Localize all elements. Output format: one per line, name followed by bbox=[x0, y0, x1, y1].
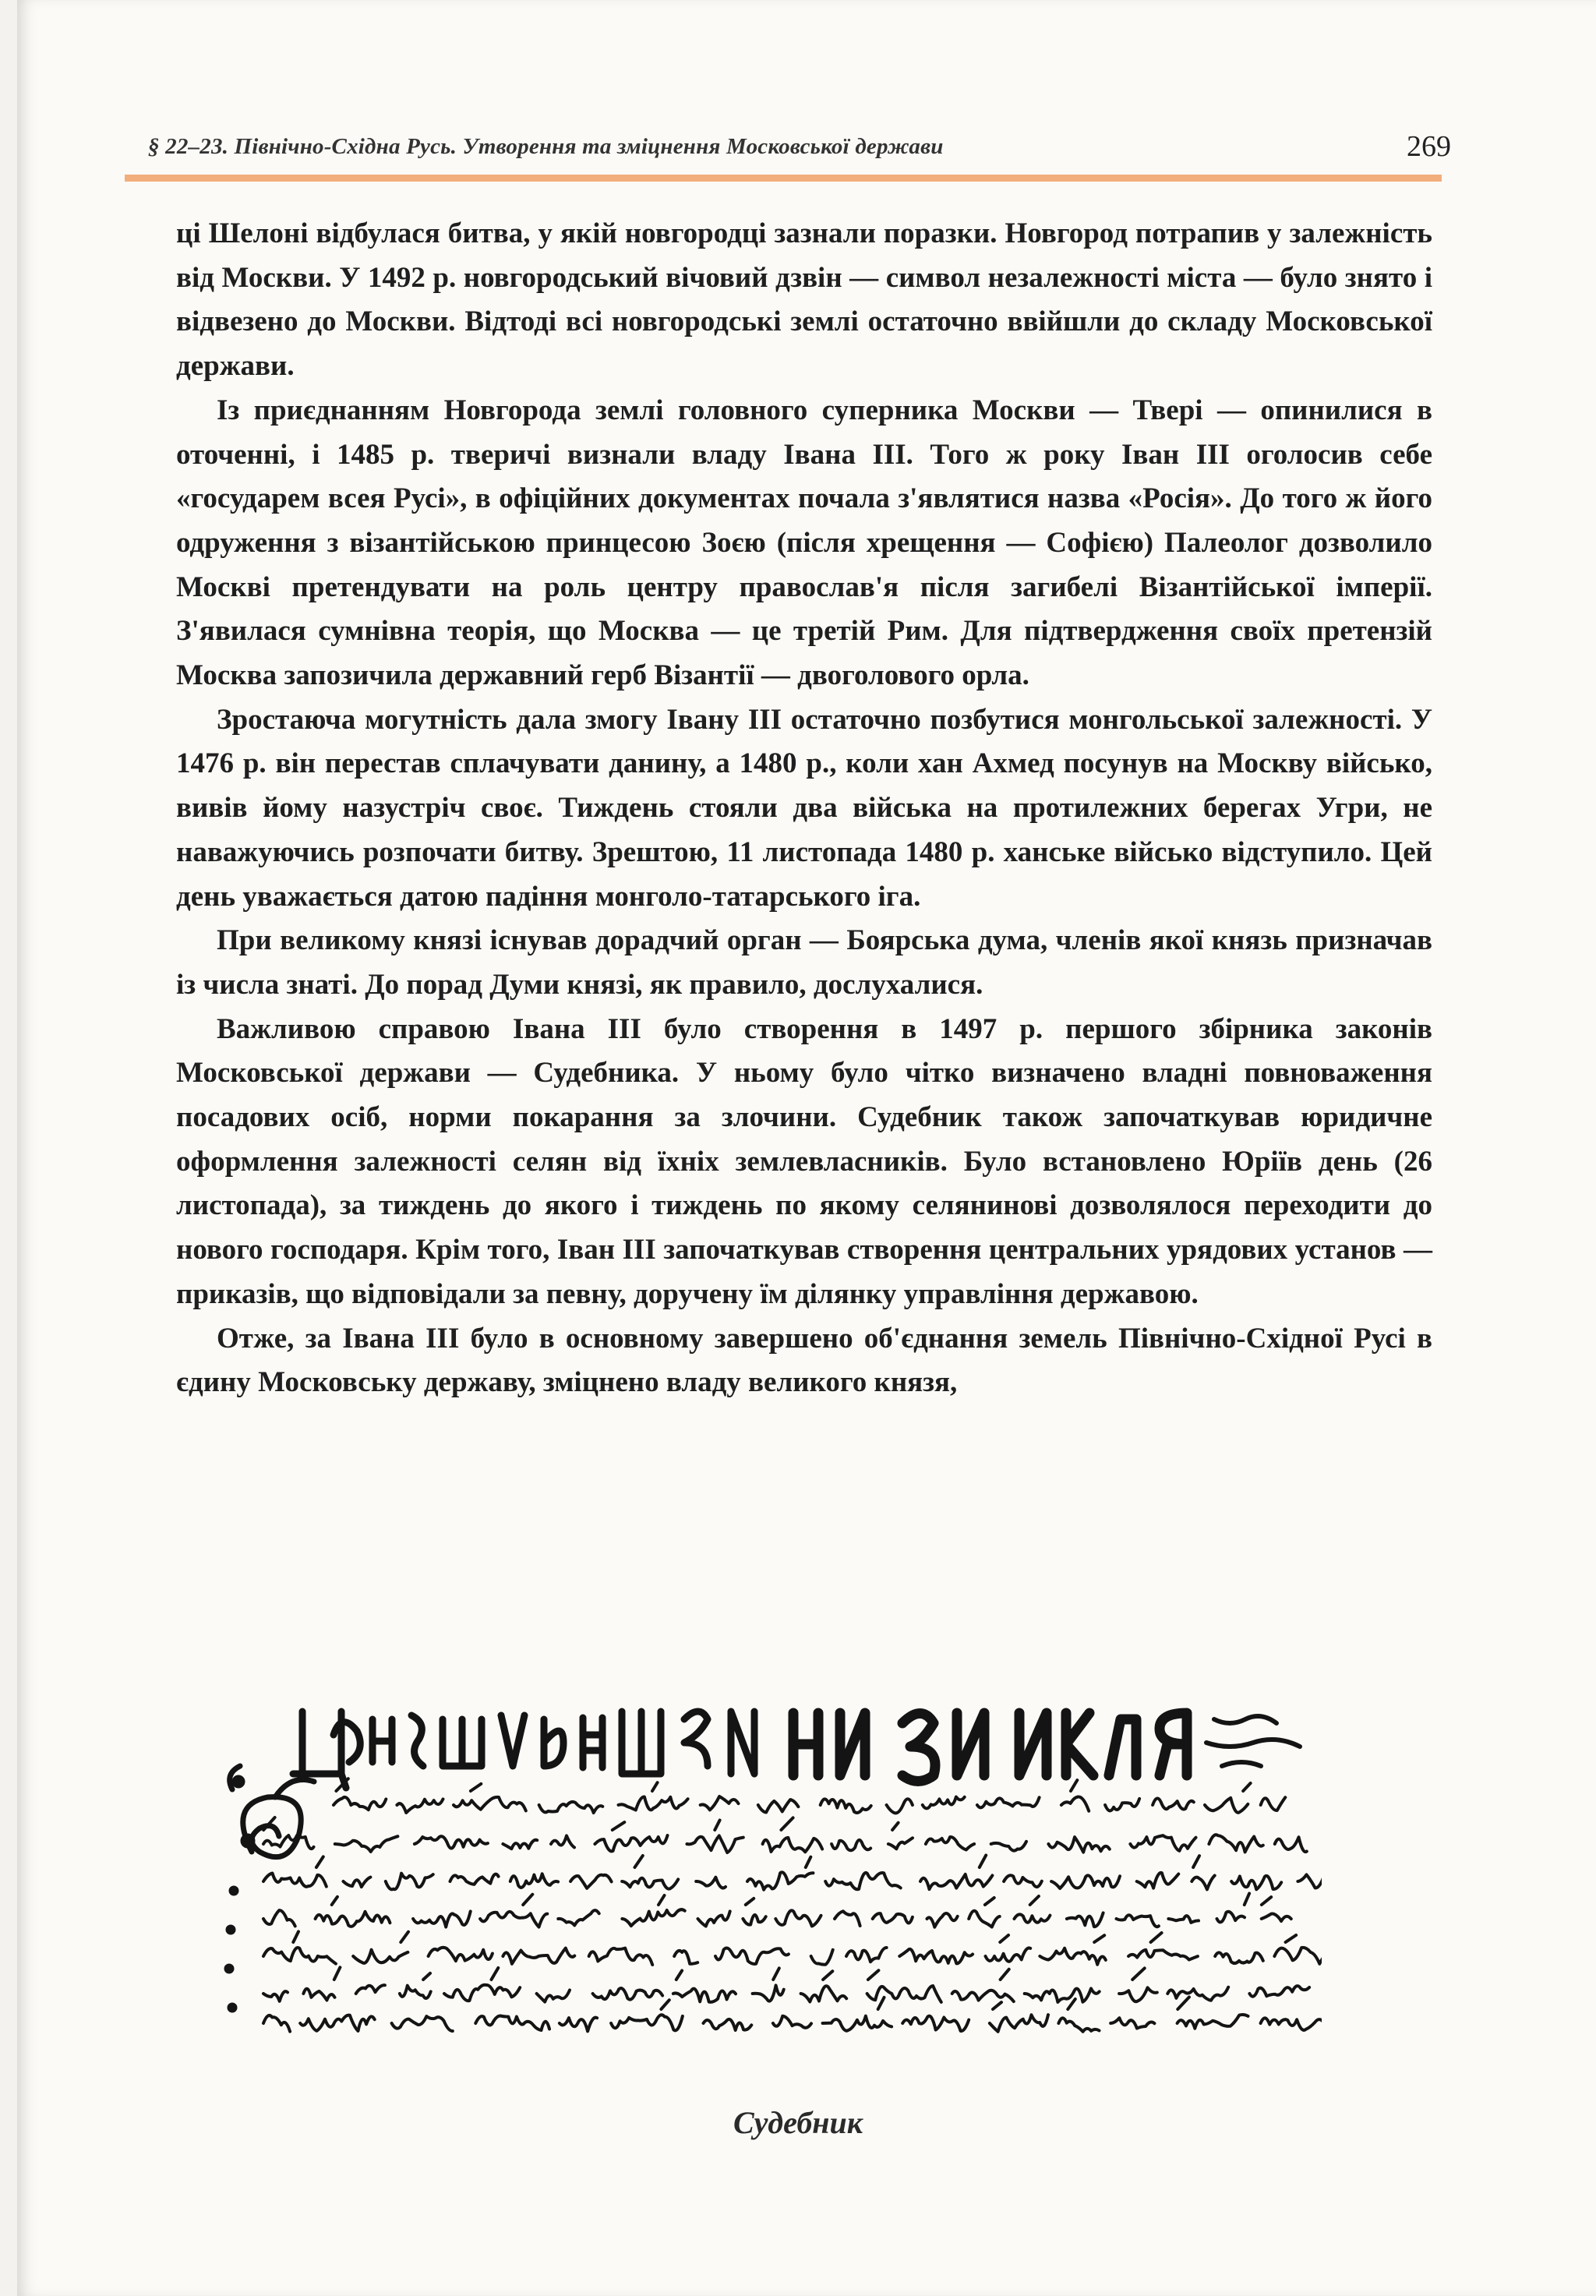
manuscript-script-lines bbox=[263, 1779, 1322, 2032]
manuscript-word bbox=[1262, 1914, 1291, 1921]
header-rule bbox=[125, 175, 1442, 182]
manuscript-word bbox=[537, 1990, 570, 2002]
manuscript-word bbox=[560, 2018, 597, 2032]
manuscript-word bbox=[400, 1986, 431, 1998]
manuscript-superscript-mark bbox=[332, 1897, 337, 1905]
manuscript-word bbox=[977, 1797, 1040, 1807]
manuscript-word bbox=[1015, 1914, 1050, 1922]
manuscript-superscript-mark bbox=[423, 1973, 430, 1980]
manuscript-word bbox=[1067, 1913, 1103, 1927]
manuscript-superscript-mark bbox=[1001, 1969, 1009, 1980]
paragraph-4: При великому князі існував дорадчий орган — Боярська дума, членів якої князь призначав із числа знаті. До порад Думи князі, як правило, дослухалися. bbox=[176, 924, 1432, 1001]
manuscript-word bbox=[698, 1911, 730, 1926]
manuscript-word bbox=[1153, 1799, 1194, 1810]
manuscript-superscript-mark bbox=[471, 1784, 481, 1791]
running-head: § 22–23. Північно-Східна Русь. Утворення та зміцнення Московської держави bbox=[148, 134, 944, 159]
manuscript-word bbox=[811, 1950, 833, 1965]
manuscript-word bbox=[263, 1948, 336, 1964]
manuscript-word bbox=[263, 1991, 288, 2001]
manuscript-superscript-mark bbox=[1243, 1783, 1250, 1791]
manuscript-word bbox=[1105, 1799, 1139, 1811]
manuscript-word bbox=[570, 1875, 612, 1888]
manuscript-word bbox=[696, 1877, 726, 1888]
manuscript-word bbox=[353, 1950, 408, 1963]
manuscript-word bbox=[611, 2015, 683, 2030]
manuscript-superscript-mark bbox=[868, 1970, 879, 1980]
manuscript-word bbox=[775, 1910, 821, 1926]
manuscript-word bbox=[334, 1797, 386, 1810]
manuscript-word bbox=[773, 2016, 811, 2028]
manuscript-superscript-mark bbox=[980, 1856, 986, 1868]
manuscript-superscript-mark bbox=[661, 2000, 669, 2009]
manuscript-superscript-mark bbox=[1071, 1780, 1077, 1791]
manuscript-word bbox=[1168, 1916, 1199, 1923]
manuscript-superscript-mark bbox=[652, 1782, 658, 1791]
manuscript-word bbox=[415, 1836, 488, 1848]
manuscript-superscript-mark bbox=[781, 1817, 793, 1830]
manuscript-word bbox=[503, 1840, 537, 1849]
manuscript-word bbox=[413, 1912, 471, 1927]
manuscript-word bbox=[1004, 1875, 1042, 1887]
manuscript-word bbox=[821, 1799, 871, 1813]
manuscript-word bbox=[1167, 1987, 1228, 2001]
manuscript-word bbox=[510, 1874, 558, 1888]
manuscript-word bbox=[263, 1910, 295, 1926]
manuscript-word bbox=[867, 1986, 941, 2002]
manuscript-word bbox=[300, 2015, 375, 2031]
manuscript-word bbox=[595, 1835, 667, 1851]
manuscript-word bbox=[1025, 1988, 1100, 2002]
manuscript-word bbox=[743, 1915, 765, 1925]
manuscript-superscript-mark bbox=[1286, 1935, 1297, 1942]
paragraph-3: Зростаюча могутність дала змогу Івану III остаточно позбутися монгольської залежності. У 1476 р. він перестав сплачувати данину, а 1480 р., коли хан Ахмед посунув на Москву військо, вивів йому назустріч своє. Тиждень стояли два війська на протилежних берегах Угри, не наважуючись розпочати битву. Зрештою, 11 листопада 1480 р. ханське військо відступило. Цей день уважається датою падіння монголо-татарського іга. bbox=[176, 703, 1432, 913]
manuscript-word bbox=[622, 1909, 684, 1926]
manuscript-superscript-mark bbox=[1151, 1933, 1162, 1942]
manuscript-superscript-mark bbox=[613, 1822, 625, 1830]
manuscript-superscript-mark bbox=[806, 1857, 811, 1867]
manuscript-word bbox=[263, 1874, 327, 1887]
manuscript-word bbox=[593, 1988, 663, 1999]
manuscript-word bbox=[927, 1913, 958, 1927]
manuscript-word bbox=[558, 1910, 598, 1925]
manuscript-word bbox=[1048, 1837, 1109, 1853]
manuscript-superscript-mark bbox=[1193, 1856, 1199, 1867]
manuscript-superscript-mark bbox=[1030, 1896, 1039, 1905]
manuscript-title-letters bbox=[793, 1713, 1187, 1782]
manuscript-word bbox=[1275, 1837, 1307, 1852]
manuscript-word bbox=[926, 1837, 974, 1849]
manuscript-word bbox=[701, 1796, 739, 1810]
manuscript-word bbox=[1261, 1797, 1286, 1810]
manuscript-word bbox=[263, 1835, 314, 1849]
manuscript-word bbox=[316, 1912, 390, 1927]
manuscript-word bbox=[832, 1840, 870, 1850]
manuscript-superscript-mark bbox=[316, 1856, 323, 1867]
manuscript-word bbox=[753, 1985, 784, 2001]
manuscript-word bbox=[263, 2015, 290, 2032]
manuscript-word bbox=[619, 1796, 688, 1810]
manuscript-word bbox=[899, 1949, 973, 1964]
manuscript-title-tail bbox=[1206, 1716, 1300, 1766]
manuscript-word bbox=[1215, 1952, 1263, 1963]
manuscript-word bbox=[1205, 1798, 1248, 1813]
paragraph-2: Із приєднанням Новгорода землі головного суперника Москви — Твері — опинилися в оточенні, і 1485 р. тверичі визнали владу Івана III. Того ж року Іван III оголосив себе «государем всея Русі», в офіційних документах почала з'являтися назва «Росія». До того ж його одруження з візантійською принцесою Зоєю (після хрещення — Софією) Палеолог дозволило Москві претендувати на роль центру православ'я після загибелі Візантійської імперії. З'явилася сумнівна теорія, що Москва — це третій Рим. Для підтвердження своїх претензій Москва запозичила державний герб Візантії — двоголового орла. bbox=[176, 394, 1432, 692]
manuscript-superscript-mark bbox=[746, 1899, 754, 1905]
manuscript-word bbox=[1192, 1876, 1214, 1890]
manuscript-word bbox=[674, 1951, 697, 1964]
manuscript-ink bbox=[227, 1711, 1322, 2032]
manuscript-word bbox=[873, 1913, 913, 1923]
paragraph-5: Важливою справою Івана III було створення в 1497 р. першого збірника законів Московської держави — Судебника. У ньому було чітко визначено владні повноваження посадових осіб, норми покарання за злочини. Судебник також започаткував юридичне оформлення залежності селян від їхніх землевласників. Було встановлено Юріїв день (26 листопада), за тиждень до якого і тиждень по якому селянинові дозволялося переходити до нового господаря. Крім того, Іван III започаткував створення центральних урядових установ — приказів, що відповідали за певну, доручену їм ділянку управління державою. bbox=[176, 1012, 1432, 1310]
manuscript-word bbox=[1110, 2018, 1154, 2028]
manuscript-word bbox=[1117, 1915, 1159, 1927]
manuscript-word bbox=[1051, 1875, 1120, 1888]
manuscript-superscript-mark bbox=[1132, 1968, 1145, 1980]
manuscript-word bbox=[503, 1948, 574, 1964]
manuscript-word bbox=[589, 1948, 653, 1965]
manuscript-word bbox=[397, 1799, 443, 1813]
manuscript-word bbox=[1130, 1835, 1195, 1851]
manuscript-superscript-mark bbox=[1178, 1998, 1189, 2010]
manuscript-superscript-mark bbox=[1068, 1999, 1075, 2009]
manuscript-superscript-mark bbox=[293, 1931, 298, 1942]
manuscript-word bbox=[887, 1799, 913, 1813]
manuscript-superscript-mark bbox=[1000, 1935, 1008, 1942]
manuscript-word bbox=[673, 1989, 736, 2002]
manuscript-word bbox=[990, 2015, 1048, 2032]
manuscript-initial-ornament bbox=[227, 1766, 314, 2010]
manuscript-superscript-mark bbox=[1245, 1894, 1249, 1906]
manuscript-word bbox=[835, 1911, 860, 1926]
manuscript-superscript-mark bbox=[492, 1968, 499, 1980]
page-header bbox=[148, 131, 1451, 168]
manuscript-word bbox=[823, 2016, 892, 2031]
manuscript-superscript-mark bbox=[985, 1898, 994, 1905]
manuscript-word bbox=[1209, 1835, 1262, 1852]
manuscript-word bbox=[386, 1874, 433, 1890]
manuscript-word bbox=[335, 1836, 398, 1852]
manuscript-word bbox=[747, 1872, 813, 1889]
manuscript-word bbox=[1178, 2015, 1248, 2029]
manuscript-word bbox=[1040, 1948, 1105, 1965]
page-number: 269 bbox=[1407, 130, 1451, 163]
manuscript-superscript-mark bbox=[401, 1932, 408, 1942]
manuscript-superscript-mark bbox=[823, 1971, 832, 1980]
manuscript-word bbox=[392, 2016, 453, 2031]
manuscript-superscript-mark bbox=[773, 1968, 779, 1980]
manuscript-word bbox=[687, 1835, 743, 1853]
manuscript-superscript-mark bbox=[334, 1967, 341, 1980]
manuscript-superscript-mark bbox=[1094, 1935, 1104, 1942]
manuscript-word bbox=[715, 1948, 789, 1964]
figure-caption: Судебник bbox=[733, 2105, 863, 2140]
manuscript-superscript-mark bbox=[659, 1895, 665, 1905]
manuscript-word bbox=[902, 2016, 969, 2031]
paragraph-6: Отже, за Івана III було в основному завершено об'єднання земель Північно-Східної Русі в єдину Московську державу, зміцнено владу великого князя, bbox=[176, 1322, 1432, 1399]
manuscript-word bbox=[1274, 1948, 1322, 1964]
manuscript-word bbox=[923, 1797, 965, 1809]
manuscript-word bbox=[622, 1878, 678, 1889]
manuscript-word bbox=[704, 2019, 752, 2030]
manuscript-word bbox=[1298, 1874, 1322, 1888]
manuscript-word bbox=[1119, 1987, 1157, 2001]
manuscript-word bbox=[475, 2016, 549, 2031]
manuscript-superscript-mark bbox=[878, 1998, 885, 2009]
manuscript-superscript-mark bbox=[523, 1895, 532, 1905]
manuscript-word bbox=[920, 1874, 992, 1889]
manuscript-word bbox=[1128, 1950, 1198, 1960]
manuscript-word bbox=[1261, 2018, 1322, 2030]
manuscript-word bbox=[986, 1948, 1031, 1961]
manuscript-word bbox=[1137, 1873, 1179, 1888]
manuscript-word bbox=[454, 1797, 526, 1811]
manuscript-word bbox=[551, 1835, 574, 1847]
manuscript-superscript-mark bbox=[635, 1856, 643, 1867]
manuscript-word bbox=[444, 1985, 520, 2001]
manuscript-word bbox=[1249, 1986, 1309, 1996]
manuscript-word bbox=[846, 1948, 887, 1962]
manuscript-word bbox=[1061, 1797, 1089, 1811]
manuscript-word bbox=[825, 1873, 901, 1889]
manuscript-word bbox=[539, 1802, 603, 1813]
manuscript-word bbox=[1217, 1912, 1245, 1923]
manuscript-word bbox=[450, 1874, 499, 1884]
manuscript-word bbox=[480, 1912, 547, 1927]
manuscript-word bbox=[969, 1911, 1000, 1927]
sudebnik-manuscript-image bbox=[217, 1688, 1322, 2035]
manuscript-word bbox=[758, 1800, 799, 1812]
manuscript-word bbox=[763, 1838, 823, 1852]
manuscript-word bbox=[356, 1985, 385, 1994]
manuscript-word bbox=[303, 1989, 334, 2001]
manuscript-word bbox=[429, 1948, 493, 1961]
paragraph-1: ці Шелоні відбулася битва, у якій новгородці зазнали поразки. Новгород потрапив у залежність від Москви. У 1492 р. новгородський вічовий дзвін — символ незалежності міста — було знято і відвезено до Москви. Відтоді всі новгородські землі остаточно ввійшли до складу Московської держави. bbox=[176, 217, 1432, 383]
manuscript-word bbox=[801, 1986, 847, 2001]
body-text bbox=[176, 212, 1432, 1405]
manuscript-superscript-mark bbox=[715, 1821, 719, 1831]
manuscript-word bbox=[344, 1877, 371, 1888]
manuscript-superscript-mark bbox=[993, 2002, 1001, 2009]
manuscript-title-ornament bbox=[293, 1711, 754, 1788]
manuscript-word bbox=[991, 1842, 1026, 1851]
manuscript-word bbox=[952, 1990, 1014, 2001]
manuscript-word bbox=[888, 1838, 913, 1849]
manuscript-superscript-mark bbox=[676, 1971, 682, 1980]
manuscript-superscript-mark bbox=[1262, 1897, 1271, 1905]
manuscript-superscript-mark bbox=[892, 1823, 899, 1830]
manuscript-word bbox=[1231, 1876, 1281, 1889]
manuscript-word bbox=[1058, 2018, 1099, 2031]
